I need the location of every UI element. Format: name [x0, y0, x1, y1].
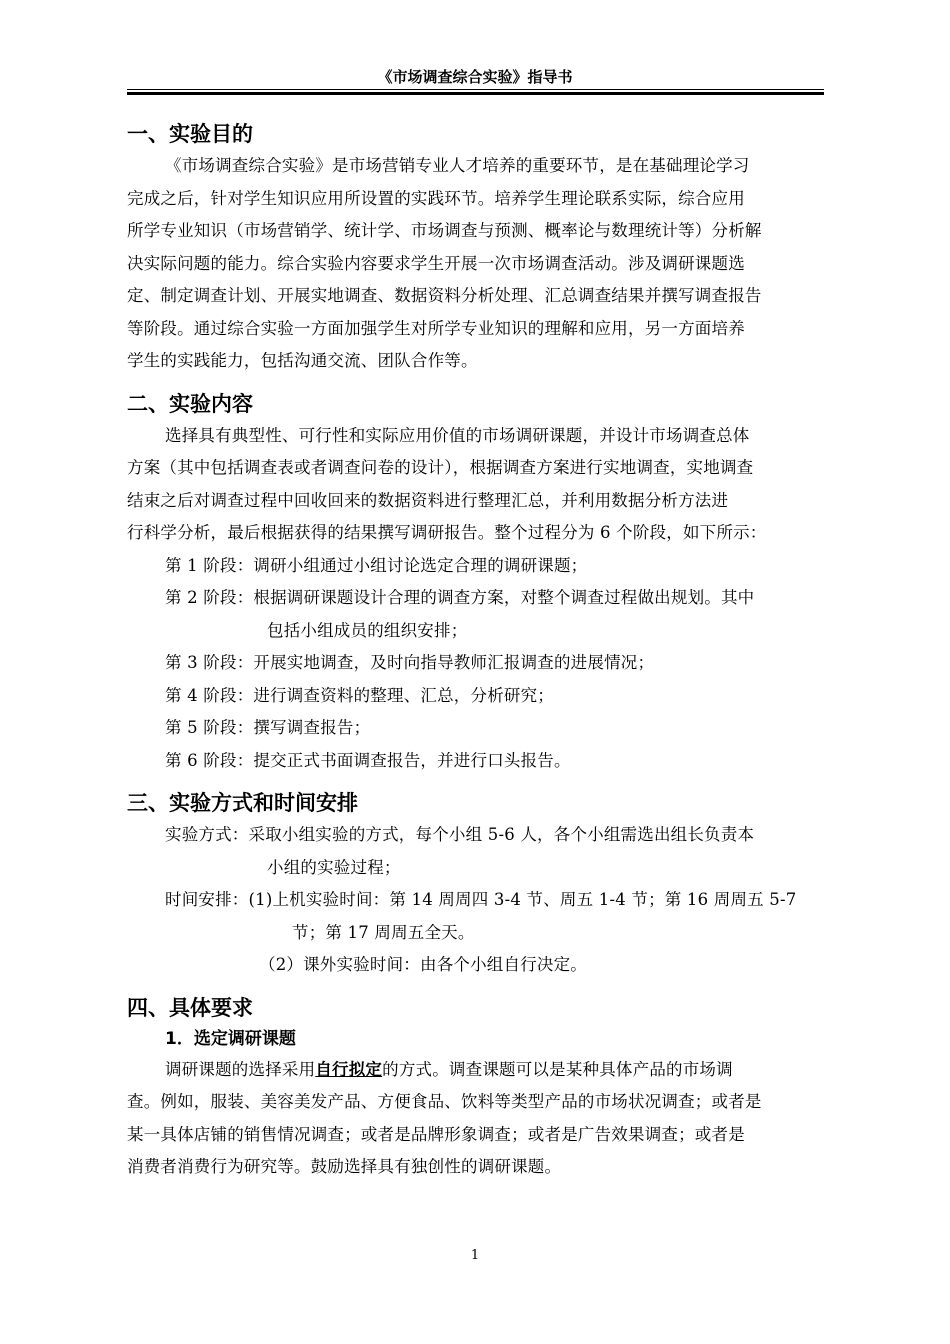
- stage-item: 第 1 阶段：调研小组通过小组讨论选定合理的调研课题；: [165, 555, 588, 575]
- paragraph-line: 选择具有典型性、可行性和实际应用价值的市场调研课题，并设计市场调查总体: [165, 425, 750, 445]
- subsection-heading-topic-selection: 1．选定调研课题: [165, 1028, 296, 1049]
- paragraph-line: 决实际问题的能力。综合实验内容要求学生开展一次市场调查活动。涉及调研课题选: [127, 253, 745, 273]
- paragraph-line: [127, 1054, 824, 1087]
- paragraph-line: 《市场调查综合实验》是市场营销专业人才培养的重要环节，是在基础理论学习: [165, 156, 750, 175]
- document-body: [127, 118, 824, 1184]
- header-rule-thick: [127, 92, 824, 95]
- purpose-paragraph: [127, 150, 824, 378]
- paragraph-line: 行科学分析，最后根据获得的结果撰写调研报告。整个过程分为 6 个阶段，如下所示：: [127, 523, 767, 542]
- stage-item-continuation: 包括小组成员的组织安排；: [267, 620, 468, 640]
- stage-item: 第 6 阶段：提交正式书面调查报告，并进行口头报告。: [165, 750, 571, 770]
- schedule-line: （2）课外实验时间：由各个小组自行决定。: [259, 955, 587, 974]
- header-rule-thin: [127, 89, 824, 90]
- paragraph-line: 结束之后对调查过程中回收回来的数据资料进行整理汇总，并利用数据分析方法进: [127, 490, 729, 510]
- schedule-line-continuation: 节；第 17 周周五全天。: [292, 922, 475, 942]
- stage-item: 第 5 阶段：撰写调查报告；: [165, 718, 371, 737]
- stage-list: [127, 550, 824, 778]
- paragraph-line: 方案（其中包括调查表或者调查问卷的设计），根据调查方案进行实地调查，实地调查: [127, 458, 754, 477]
- paragraph-line: 定、制定调查计划、开展实地调查、数据资料分析处理、汇总调查结果并撰写调查报告: [127, 286, 762, 305]
- section-heading-requirements: 四、具体要求: [127, 995, 253, 1020]
- paragraph-line: 完成之后，针对学生知识应用所设置的实践环节。培养学生理论联系实际，综合应用: [127, 188, 745, 208]
- paragraph-line: 学生的实践能力，包括沟通交流、团队合作等。: [127, 351, 478, 370]
- paragraph-line: 消费者消费行为研究等。鼓励选择具有独创性的调研课题。: [127, 1157, 562, 1176]
- content-paragraph: [127, 420, 824, 550]
- text-segment: 的方式。调查课题可以是某种具体产品的市场调: [382, 1059, 733, 1079]
- stage-item: 第 2 阶段：根据调研课题设计合理的调查方案，对整个调查过程做出规划。其中: [165, 588, 755, 607]
- section-heading-content: 二、实验内容: [127, 391, 253, 416]
- method-line-continuation: 小组的实验过程；: [267, 857, 401, 877]
- emphasized-text: 自行拟定: [315, 1059, 383, 1079]
- page-number: 1: [470, 1248, 480, 1263]
- section-heading-method-schedule: 三、实验方式和时间安排: [127, 791, 358, 815]
- paragraph-line: 所学专业知识（市场营销学、统计学、市场调查与预测、概率论与数理统计等）分析解: [127, 221, 762, 240]
- method-schedule-block: [127, 819, 824, 982]
- method-line: 实验方式：采取小组实验的方式，每个小组 5-6 人，各个小组需选出组长负责本: [165, 825, 755, 844]
- paragraph-line: 某一具体店铺的销售情况调查；或者是品牌形象调查；或者是广告效果调查；或者是: [127, 1124, 745, 1144]
- stage-item: 第 3 阶段：开展实地调查，及时向指导教师汇报调查的进展情况；: [165, 653, 655, 672]
- section-heading-purpose: 一、实验目的: [127, 122, 253, 146]
- paragraph-line: 等阶段。通过综合实验一方面加强学生对所学专业知识的理解和应用，另一方面培养: [127, 318, 745, 338]
- document-header-title: 《市场调查综合实验》指导书: [377, 68, 573, 86]
- paragraph-line: 查。例如，服装、美容美发产品、方便食品、饮料等类型产品的市场状况调查；或者是: [127, 1092, 762, 1111]
- text-segment: 调研课题的选择采用: [165, 1059, 316, 1079]
- stage-item: 第 4 阶段：进行调查资料的整理、汇总，分析研究；: [165, 685, 554, 705]
- schedule-line: 时间安排：(1)上机实验时间：第 14 周周四 3-4 节、周五 1-4 节；第 16 周周五 5-7: [165, 890, 797, 909]
- requirements-paragraph: [127, 1054, 824, 1184]
